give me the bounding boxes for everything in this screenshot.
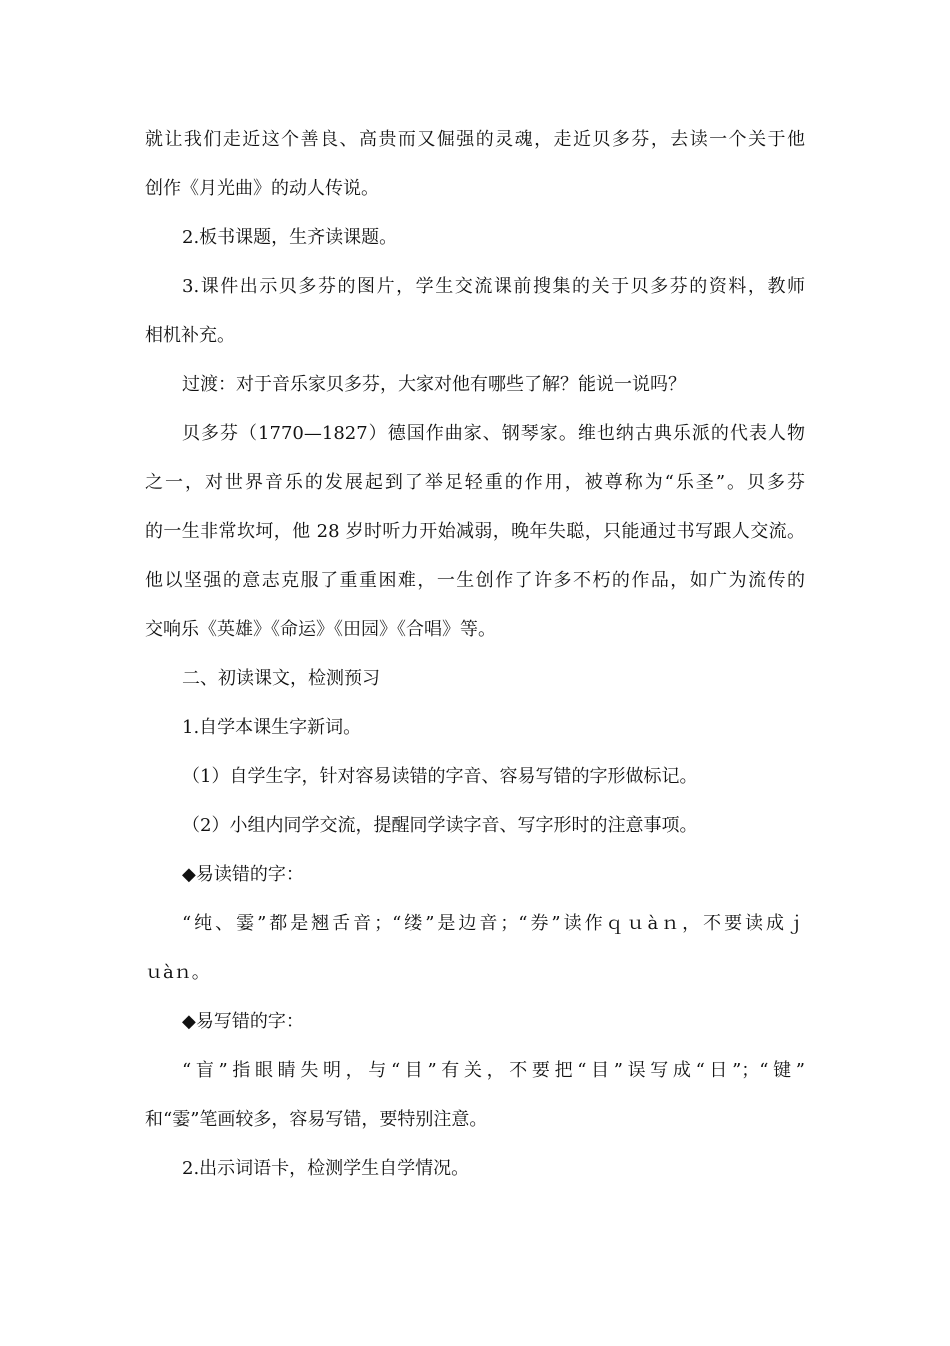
paragraph-substep-1 (145, 752, 805, 801)
text-line: （1）自学生字，针对容易读错的字音、容易写错的字形做标记。 (182, 766, 698, 787)
paragraph-miswrite-chars (145, 1046, 805, 1144)
text-line: 创作《月光曲》的动人传说。 (145, 178, 379, 199)
paragraph-beethoven-bio (145, 409, 805, 654)
text-line: “纯、霎”都是翘舌音；“缕”是边音；“券”读作ｑｕàｎ，不要读成ｊ (182, 913, 805, 934)
paragraph-intro (145, 115, 805, 213)
heading-easy-miswrite (145, 997, 805, 1046)
text-line: ｕàｎ。 (145, 962, 210, 983)
text-line: 他以坚强的意志克服了重重困难，一生创作了许多不朽的作品，如广为流传的 (145, 570, 805, 591)
text-line: 就让我们走近这个善良、高贵而又倔强的灵魂，走近贝多芬，去读一个关于他 (145, 129, 805, 150)
text-line: 交响乐《英雄》《命运》《田园》《合唱》等。 (145, 619, 496, 640)
text-line: ◆易写错的字： (182, 1011, 304, 1032)
text-line: 贝多芬（1770—1827）德国作曲家、钢琴家。维也纳古典乐派的代表人物 (182, 423, 805, 444)
text-line: 相机补充。 (145, 325, 235, 346)
text-line: “盲”指眼睛失明，与“目”有关，不要把“目”误写成“日”；“键” (182, 1060, 805, 1081)
text-line: 2.板书课题，生齐读课题。 (182, 227, 398, 248)
heading-easy-misread (145, 850, 805, 899)
paragraph-misread-chars (145, 899, 805, 997)
text-line: 之一，对世界音乐的发展起到了举足轻重的作用，被尊称为“乐圣”。贝多芬 (145, 472, 805, 493)
text-line: 3.课件出示贝多芬的图片，学生交流课前搜集的关于贝多芬的资料，教师 (182, 276, 805, 297)
paragraph-word-cards (145, 1144, 805, 1193)
text-line: 的一生非常坎坷，他 28 岁时听力开始减弱，晚年失聪，只能通过书写跟人交流。 (145, 521, 805, 542)
text-line: 1.自学本课生字新词。 (182, 717, 362, 738)
section-heading-2 (145, 654, 805, 703)
text-line: 二、初读课文，检测预习 (182, 668, 380, 689)
paragraph-transition (145, 360, 805, 409)
text-line: （2）小组内同学交流，提醒同学读字音、写字形时的注意事项。 (182, 815, 698, 836)
paragraph-step-3 (145, 262, 805, 360)
text-line: 和“霎”笔画较多，容易写错，要特别注意。 (145, 1109, 488, 1130)
text-line: 2.出示词语卡，检测学生自学情况。 (182, 1158, 470, 1179)
paragraph-self-study (145, 703, 805, 752)
paragraph-step-2 (145, 213, 805, 262)
paragraph-substep-2 (145, 801, 805, 850)
document-body (145, 115, 805, 1193)
text-line: 过渡：对于音乐家贝多芬，大家对他有哪些了解？能说一说吗？ (182, 374, 686, 395)
text-line: ◆易读错的字： (182, 864, 304, 885)
